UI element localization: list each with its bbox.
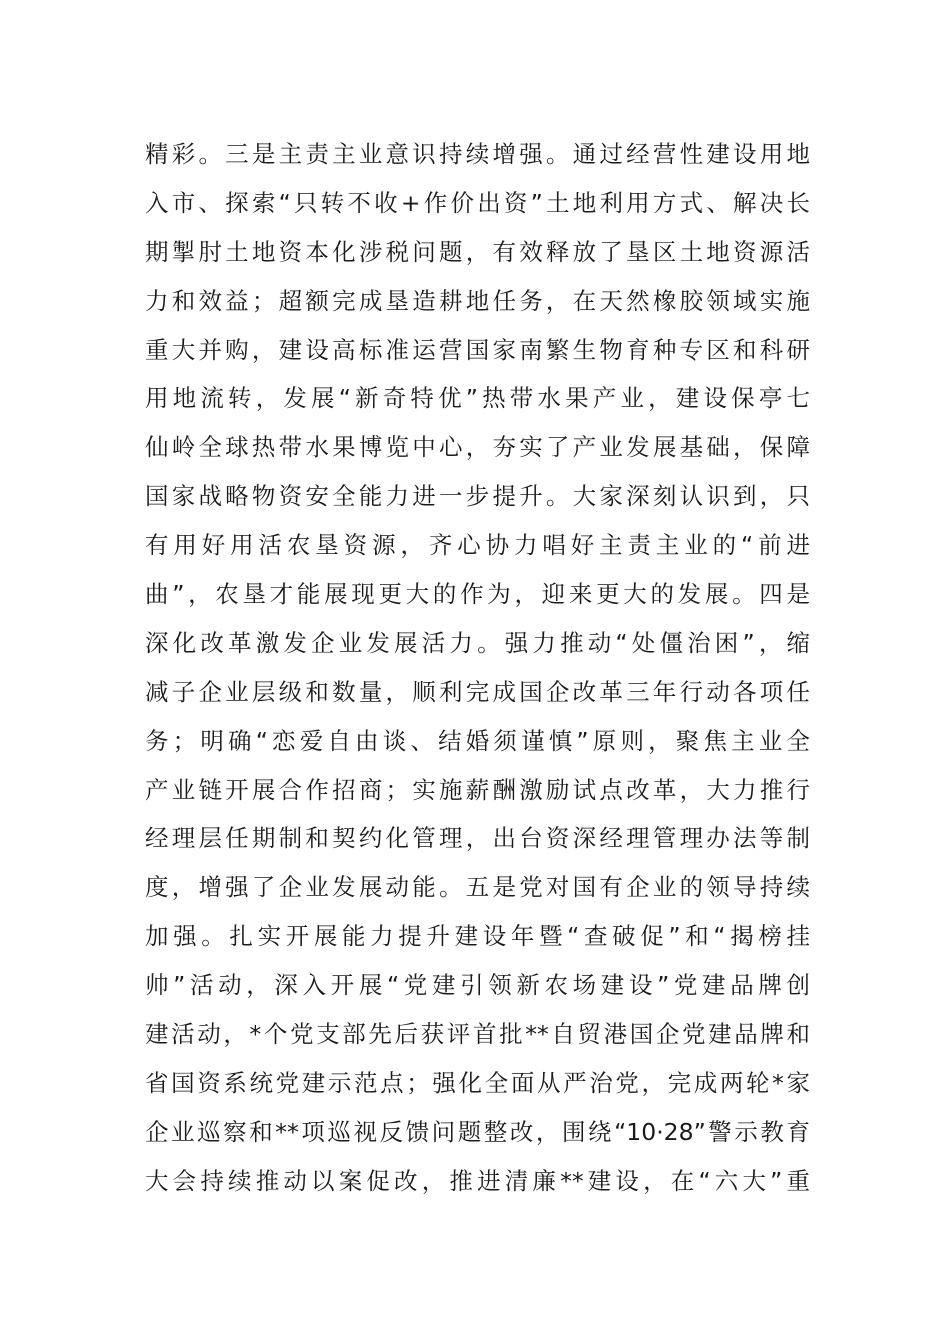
text-line: 力和效益；超额完成垦造耕地任务，在天然橡胶领域实施 xyxy=(145,286,810,315)
text-line: 度，增强了企业发展动能。五是党对国有企业的领导持续 xyxy=(145,873,810,902)
text-line: 建活动，*个党支部先后获评首批**自贸港国企党建品牌和 xyxy=(145,1020,810,1049)
text-line: 深化改革激发企业发展活力。强力推动“处僵治困”，缩 xyxy=(145,628,810,657)
text-line: 国家战略物资安全能力进一步提升。大家深刻认识到，只 xyxy=(145,482,810,511)
text-line: 曲”，农垦才能展现更大的作为，迎来更大的发展。四是 xyxy=(145,580,810,609)
text-line: 加强。扎实开展能力提升建设年暨“查破促”和“揭榜挂 xyxy=(145,922,810,951)
text-line: 精彩。三是主责主业意识持续增强。通过经营性建设用地 xyxy=(145,140,810,168)
text-line: 经理层任期制和契约化管理，出台资深经理管理办法等制 xyxy=(145,824,810,853)
text-line: 仙岭全球热带水果博览中心，夯实了产业发展基础，保障 xyxy=(145,433,810,462)
text-line: 企业巡察和**项巡视反馈问题整改，围绕“10·28”警示教育 xyxy=(145,1117,810,1146)
text-line: 重大并购，建设高标准运营国家南繁生物育种专区和科研 xyxy=(145,335,810,364)
text-line: 省国资系统党建示范点；强化全面从严治党，完成两轮*家 xyxy=(145,1068,810,1097)
body-paragraph xyxy=(145,130,810,1206)
text-line: 入市、探索“只转不收+作价出资”土地利用方式、解决长 xyxy=(145,188,810,217)
text-line: 期掣肘土地资本化涉税问题，有效释放了垦区土地资源活 xyxy=(145,237,810,266)
text-line: 务；明确“恋爱自由谈、结婚须谨慎”原则，聚焦主业全 xyxy=(145,726,810,755)
text-line: 帅”活动，深入开展“党建引领新农场建设”党建品牌创 xyxy=(145,971,810,1000)
text-line: 减子企业层级和数量，顺利完成国企改革三年行动各项任 xyxy=(145,677,810,706)
text-line: 大会持续推动以案促改，推进清廉**建设，在“六大”重 xyxy=(145,1166,810,1195)
text-line: 有用好用活农垦资源，齐心协力唱好主责主业的“前进 xyxy=(145,531,810,560)
text-line: 用地流转，发展“新奇特优”热带水果产业，建设保亭七 xyxy=(145,384,810,413)
text-line: 产业链开展合作招商；实施薪酬激励试点改革，大力推行 xyxy=(145,775,810,804)
